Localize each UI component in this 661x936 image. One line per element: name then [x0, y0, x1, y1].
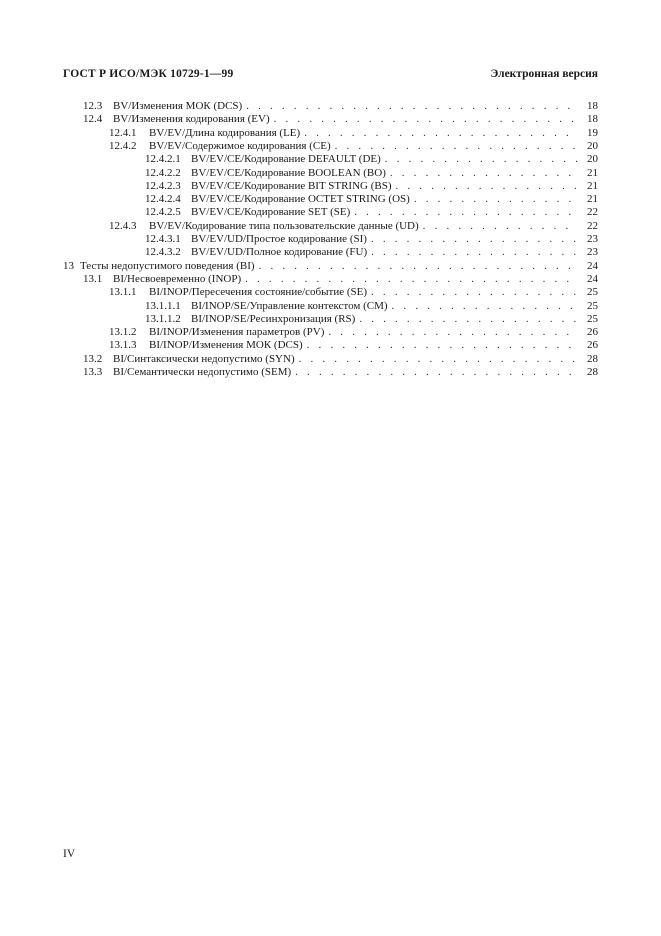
toc-entry-page: 21 [587, 179, 598, 192]
toc-entry-page: 26 [587, 339, 598, 352]
toc-entry-number: 13.1.1.1 [145, 299, 181, 312]
toc-entry-page: 21 [587, 193, 598, 206]
toc-entry-title: BI/Несвоевременно (INOP) [113, 272, 242, 285]
page-number: IV [63, 848, 76, 860]
toc-entry-number: 12.4.2.3 [145, 179, 181, 192]
toc-entry-number: 13.1.1 [109, 286, 137, 299]
toc-entry-title: BI/INOP/SE/Ресинхронизация (RS) [191, 312, 356, 325]
toc-entry-title: BV/Изменения кодирования (EV) [113, 113, 270, 126]
toc-entry-title: BV/EV/CE/Кодирование OCTET STRING (OS) [191, 193, 410, 206]
toc-entry-title: BI/INOP/Изменения МОК (DCS) [149, 339, 303, 352]
toc-entry-title: BI/INOP/SE/Управление контекстом (CM) [191, 299, 388, 312]
toc-entry-title: BV/EV/Содержимое кодирования (CE) [149, 139, 331, 152]
toc-entry-page: 19 [587, 126, 598, 139]
toc-entry-title: BV/EV/CE/Кодирование DEFAULT (DE) [191, 153, 381, 166]
toc-entry-page: 21 [587, 166, 598, 179]
toc-entry-number: 12.4.3 [109, 219, 137, 232]
toc-entry-page: 24 [587, 259, 598, 272]
toc-entry-title: BV/EV/UD/Простое кодирование (SI) [191, 233, 367, 245]
toc-entry-page: 24 [587, 272, 598, 285]
toc-entry-number: 13.1.2 [109, 326, 137, 339]
toc-entry-title: BV/Изменения МОК (DCS) [113, 100, 243, 112]
toc-entry-page: 20 [587, 139, 598, 152]
toc-entry-title: BI/INOP/Пересечения состояние/событие (SE) [149, 286, 368, 299]
toc-entry-number: 12.3 [83, 100, 103, 112]
toc-entry-page: 23 [587, 246, 598, 259]
toc-entry-number: 12.4.3.2 [145, 246, 181, 259]
toc-entry-page: 28 [587, 366, 598, 378]
toc-entry-number: 13.3 [83, 366, 103, 378]
toc-entry-title: BV/EV/CE/Кодирование SET (SE) [191, 206, 351, 219]
toc-entry-number: 13.1.1.2 [145, 312, 181, 325]
toc-entry-title: BV/EV/Длина кодирования (LE) [149, 126, 301, 139]
toc-entry-number: 12.4.1 [109, 126, 137, 139]
toc-entry-title: BI/Синтаксически недопустимо (SYN) [113, 352, 295, 365]
document-header-standard: ГОСТ Р ИСО/МЭК 10729-1—99 [63, 68, 234, 80]
toc-entry-number: 13.2 [83, 352, 103, 365]
toc-entry-number: 12.4 [83, 113, 103, 126]
toc-entry-page: 26 [587, 326, 598, 339]
toc-entry-title: Тесты недопустимого поведения (BI) [80, 259, 255, 272]
toc-entry-title: BV/EV/Кодирование типа пользовательские данные (UD) [149, 219, 419, 232]
toc-entry-number: 12.4.2 [109, 139, 137, 152]
toc-entry-number: 13.1.3 [109, 339, 137, 352]
toc-entry-page: 28 [587, 352, 598, 365]
toc-entry-number: 13 [63, 259, 74, 272]
toc-entry-page: 20 [587, 153, 598, 166]
toc-entry-title: BI/INOP/Изменения параметров (PV) [149, 326, 325, 339]
toc-entry-page: 25 [587, 312, 598, 325]
toc-entry-number: 13.1 [83, 272, 103, 285]
toc-entry-page: 23 [587, 233, 598, 245]
toc-entry-number: 12.4.2.2 [145, 166, 181, 179]
toc-entry-page: 18 [587, 113, 598, 126]
toc-entry-page: 18 [587, 100, 598, 112]
toc-entry-title: BV/EV/CE/Кодирование BOOLEAN (BO) [191, 166, 386, 179]
toc-leader-dots [295, 364, 578, 380]
toc-entry-number: 12.4.2.5 [145, 206, 181, 219]
toc-entry-title: BI/Семантически недопустимо (SEM) [113, 366, 292, 378]
toc-entry-page: 25 [587, 286, 598, 299]
toc-entry-title: BV/EV/UD/Полное кодирование (FU) [191, 246, 368, 259]
toc-entry-number: 12.4.3.1 [145, 233, 181, 245]
toc-entry-page: 22 [587, 219, 598, 232]
document-header-version: Электронная версия [490, 68, 598, 80]
toc-entry-number: 12.4.2.4 [145, 193, 181, 206]
toc-entry-title: BV/EV/CE/Кодирование BIT STRING (BS) [191, 179, 392, 192]
toc-entry[interactable] [83, 364, 598, 380]
toc-entry-page: 25 [587, 299, 598, 312]
toc-entry-page: 22 [587, 206, 598, 219]
toc-entry-number: 12.4.2.1 [145, 153, 181, 166]
